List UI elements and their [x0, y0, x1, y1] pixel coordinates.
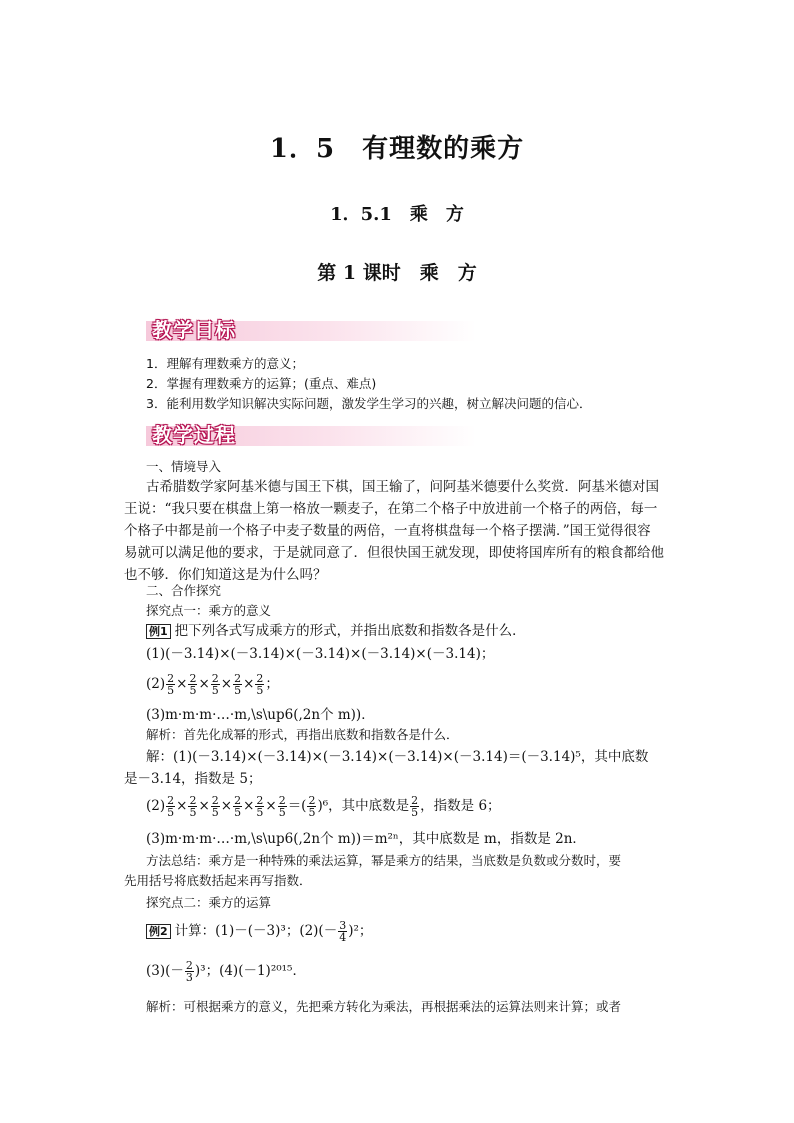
fraction: $\frac{3}{4}$ — [339, 919, 347, 944]
intro-line: 古希腊数学家阿基米德与国王下棋，国王输了，问阿基米德要什么奖赏．阿基米德对国 — [146, 479, 659, 495]
goal-item: 2．掌握有理数乘方的运算；(重点、难点) — [146, 376, 377, 391]
fraction: $\frac{2}{5}$ — [167, 794, 175, 819]
section-title: 1．5.1 乘 方 — [330, 204, 464, 225]
fraction: $\frac{2}{5}$ — [308, 794, 316, 819]
fraction: $\frac{2}{5}$ — [234, 672, 242, 697]
process-banner-label: 教学过程 — [152, 423, 236, 447]
example-badge: 例1 — [146, 624, 171, 639]
goals-banner — [146, 317, 476, 343]
goal-item: 3．能利用数学知识解决实际问题，激发学生学习的兴趣，树立解决问题的信心． — [146, 396, 592, 411]
goal-item: 1．理解有理数乘方的意义； — [146, 356, 304, 371]
explore-heading: 二、合作探究 — [146, 583, 222, 598]
example-1-solution-1: 解：(1)(－3.14)×(－3.14)×(－3.14)×(－3.14)×(－3.14)＝(－3.14)⁵，其中底数 — [146, 749, 649, 765]
fraction: $\frac{2}{5}$ — [256, 672, 264, 697]
page-title: 1．5 有理数的乘方 — [269, 134, 525, 164]
example-1-solution-2: (2) $\frac{2}{5}$ × $\frac{2}{5}$ × $\frac{2}{5}$ × $\frac{2}{5}$ × $\frac{2}{5}$ × $\frac{2}{5}$ ＝( $\frac{2}{5}$ )⁶，其中底数是 $\frac{2}{5}$ ，指数是 6； — [146, 794, 501, 819]
fraction: $\frac{2}{5}$ — [411, 794, 419, 819]
example-1 — [146, 622, 526, 640]
explore-point-1: 探究点一：乘方的意义 — [146, 603, 272, 618]
example-2-line-2: (3)(－ $\frac{2}{3}$ )³；(4)(－1)²⁰¹⁵． — [146, 959, 306, 984]
example-1-q1: (1)(－3.14)×(－3.14)×(－3.14)×(－3.14)×(－3.14)； — [146, 646, 495, 662]
example-1-q3: (3)m·m·m·…·m,\s\up6(,2n个 m))． — [146, 707, 375, 723]
method-summary: 方法总结：乘方是一种特殊的乘法运算，幂是乘方的结果，当底数是负数或分数时，要 — [146, 853, 622, 868]
intro-heading: 一、情境导入 — [146, 459, 222, 474]
fraction: $\frac{2}{3}$ — [185, 959, 193, 984]
fraction: $\frac{2}{5}$ — [278, 794, 286, 819]
process-banner — [146, 422, 476, 448]
fraction: $\frac{2}{5}$ — [189, 672, 197, 697]
lesson-title: 第 1 课时 乘 方 — [317, 262, 477, 284]
example-1-solution-3: (3)m·m·m·…·m,\s\up6(,2n个 m))＝m²ⁿ，其中底数是 m，指数是 2n． — [146, 831, 586, 847]
fraction: $\frac{2}{5}$ — [167, 672, 175, 697]
fraction: $\frac{2}{5}$ — [189, 794, 197, 819]
intro-line: 王说：“我只要在棋盘上第一格放一颗麦子，在第二个格子中放进前一个格子的两倍，每一 — [124, 501, 658, 517]
example-1-analysis: 解析：首先化成幂的形式，再指出底数和指数各是什么． — [146, 727, 459, 742]
intro-line: 个格子中都是前一个格子中麦子数量的两倍，一直将棋盘每一个格子摆满．”国王觉得很容 — [124, 523, 651, 539]
explore-point-2: 探究点二：乘方的运算 — [146, 895, 272, 910]
example-badge: 例2 — [146, 924, 171, 939]
example-2: 例2 计算：(1)－(－3)³；(2)(－ $\frac{3}{4}$ )²； — [146, 916, 372, 946]
example-1-solution-1b: 是－3.14，指数是 5； — [124, 771, 262, 787]
fraction: $\frac{2}{5}$ — [211, 672, 219, 697]
example-2-analysis: 解析：可根据乘方的意义，先把乘方转化为乘法，再根据乘法的运算法则来计算；或者 — [146, 999, 622, 1014]
intro-line: 也不够．你们知道这是为什么吗？ — [124, 567, 327, 583]
example-1-q2: (2) $\frac{2}{5}$ × $\frac{2}{5}$ × $\frac{2}{5}$ × $\frac{2}{5}$ × $\frac{2}{5}$ ； — [146, 672, 279, 697]
fraction: $\frac{2}{5}$ — [211, 794, 219, 819]
intro-line: 易就可以满足他的要求，于是就同意了．但很快国王就发现，即使将国库所有的粮食都给他 — [124, 545, 664, 561]
method-summary-2: 先用括号将底数括起来再写指数． — [124, 873, 312, 888]
example-1-text: 把下列各式写成乘方的形式，并指出底数和指数各是什么． — [174, 623, 526, 639]
fraction: $\frac{2}{5}$ — [256, 794, 264, 819]
fraction: $\frac{2}{5}$ — [234, 794, 242, 819]
goals-banner-label: 教学目标 — [152, 318, 236, 342]
